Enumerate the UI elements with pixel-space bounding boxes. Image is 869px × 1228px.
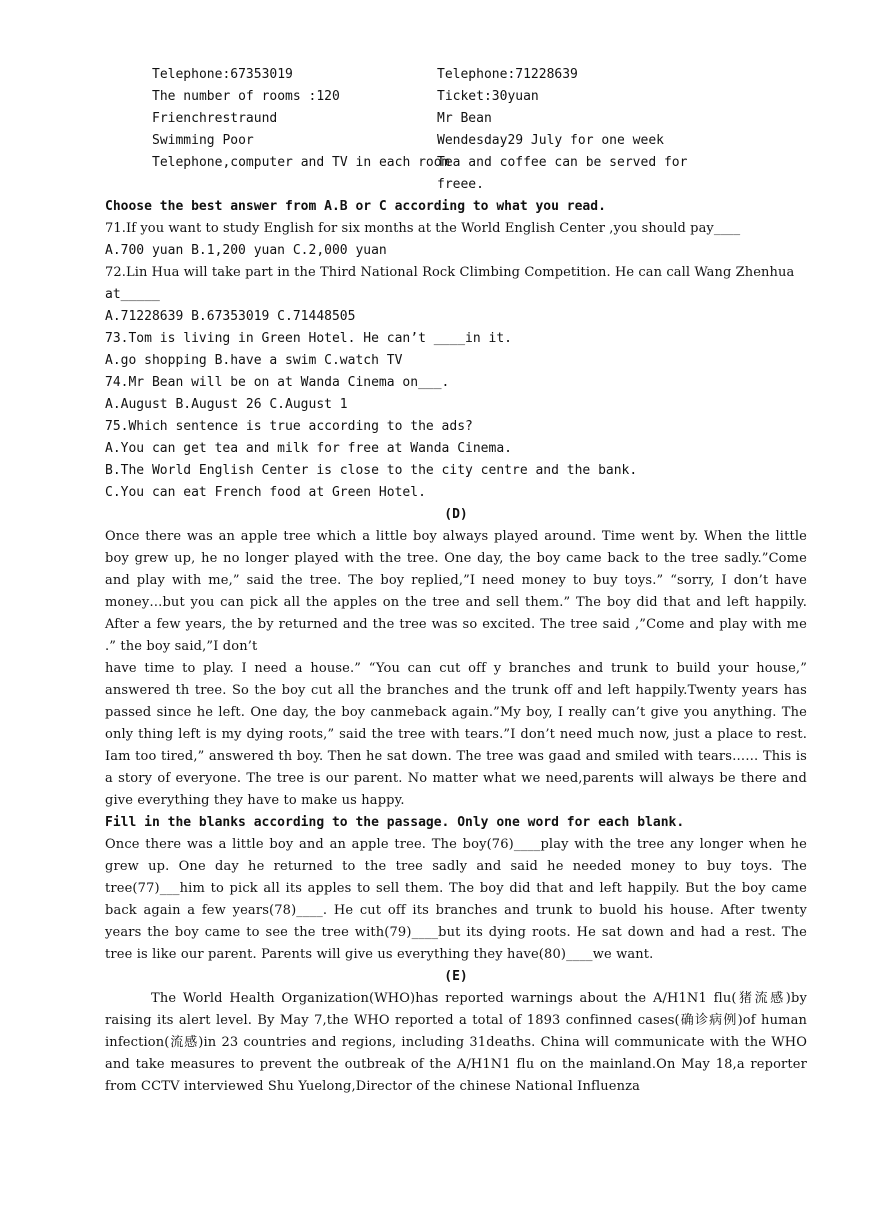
ad-right-line: Mr Bean (437, 111, 492, 126)
section-d-heading: (D) (444, 507, 468, 522)
section-d-summary: Once there was a little boy and an apple tree. The boy(76)____play with the tree any longer when he grew up. One day he returned to the tree sadly and said he needed money to buy toys. The tree(77)___him to pick all its apples to sell them. The boy did that and left happily. But the boy came back again a few years(78)____. He cut off its branches and trunk to buold his house. After twenty years the boy came to see the tree with(79)____but its dying roots. He sat down and had a rest. The tree is like our parent. Parents will give us everything they have(80)____we want. (105, 837, 807, 962)
ad-right-line: Tea and coffee can be served for freee. (437, 155, 688, 192)
answer-option: C.You can eat French food at Green Hotel. (105, 485, 426, 500)
question-line: 71.If you want to study English for six months at the World English Center ,you should pay____ (105, 221, 741, 236)
ad-right-line: Wendesday29 July for one week (437, 133, 664, 148)
question-line: 72.Lin Hua will take part in the Third National Rock Climbing Competition. He can call Wang Zhenhua (105, 265, 795, 280)
question-line: 74.Mr Bean will be on at Wanda Cinema on___. (105, 375, 450, 390)
answer-option: A.You can get tea and milk for free at Wanda Cinema. (105, 441, 512, 456)
ad-left-line: Swimming Poor (152, 133, 254, 148)
section-e-heading: (E) (444, 969, 468, 984)
section-d-instruction: Fill in the blanks according to the passage. Only one word for each blank. (105, 815, 685, 830)
ad-right-line: Ticket:30yuan (437, 89, 539, 104)
question-line: at_____ (105, 287, 160, 302)
answer-options: A.700 yuan B.1,200 yuan C.2,000 yuan (105, 243, 387, 258)
answer-options: A.August B.August 26 C.August 1 (105, 397, 348, 412)
ad-left-line: Telephone:67353019 (152, 67, 293, 82)
answer-options: A.71228639 B.67353019 C.71448505 (105, 309, 356, 324)
ad-column-right (437, 64, 697, 196)
ad-left-line: Frienchrestraund (152, 111, 278, 126)
section-e-passage: The World Health Organization(WHO)has reported warnings about the A/H1N1 flu(猪流感)by raising its alert level. By May 7,the WHO reported a total of 1893 confinned cases(确诊病例)of human infection(流感)in 23 countries and regions, including 31deaths. China will communicate with the WHO and take measures to prevent the outbreak of the A/H1N1 flu on the mainland.On May 18,a reporter from CCTV interviewed Shu Yuelong,Director of the chinese National Influenza (105, 991, 807, 1094)
section-d-passage: Once there was an apple tree which a little boy always played around. Time went by. When the little boy grew up, he no longer played with the tree. One day, the boy came back to the tree sadly.”Come and play with me,” said the tree. The boy replied,”I need money to buy toys.” “sorry, I don’t have money…but you can pick all the apples on the tree and sell them.” The boy did that and left happily. After a few years, the by returned and the tree was so excited. The tree said ,”Come and play with me .” the boy said,”I don’t (105, 529, 807, 654)
ad-column-left (152, 64, 450, 174)
ad-right-line: Telephone:71228639 (437, 67, 578, 82)
section-d-passage: have time to play. I need a house.” “You can cut off y branches and trunk to build your house,” answered th tree. So the boy cut all the branches and the trunk off and left happily.Twenty years has passed since he left. One day, the boy canmeback again.”My boy, I really can’t give you anything. The only thing left is my dying roots,” said the tree with tears.”I don’t need much now, just a place to rest. Iam too tired,” answered th boy. Then he sat down. The tree was gaad and smiled with tears…… This is a story of everyone. The tree is our parent. No matter what we need,parents will always be there and give everything they have to make us happy. (105, 661, 807, 808)
ad-left-line: The number of rooms :120 (152, 89, 340, 104)
answer-options: A.go shopping B.have a swim C.watch TV (105, 353, 403, 368)
question-line: 73.Tom is living in Green Hotel. He can’t ____in it. (105, 331, 512, 346)
document-page (105, 64, 807, 1098)
ad-left-line: Telephone,computer and TV in each room (152, 155, 450, 170)
ads-table (105, 64, 807, 196)
section-c-instruction: Choose the best answer from A.B or C according to what you read. (105, 199, 606, 214)
question-line: 75.Which sentence is true according to the ads? (105, 419, 473, 434)
answer-option: B.The World English Center is close to the city centre and the bank. (105, 463, 638, 478)
